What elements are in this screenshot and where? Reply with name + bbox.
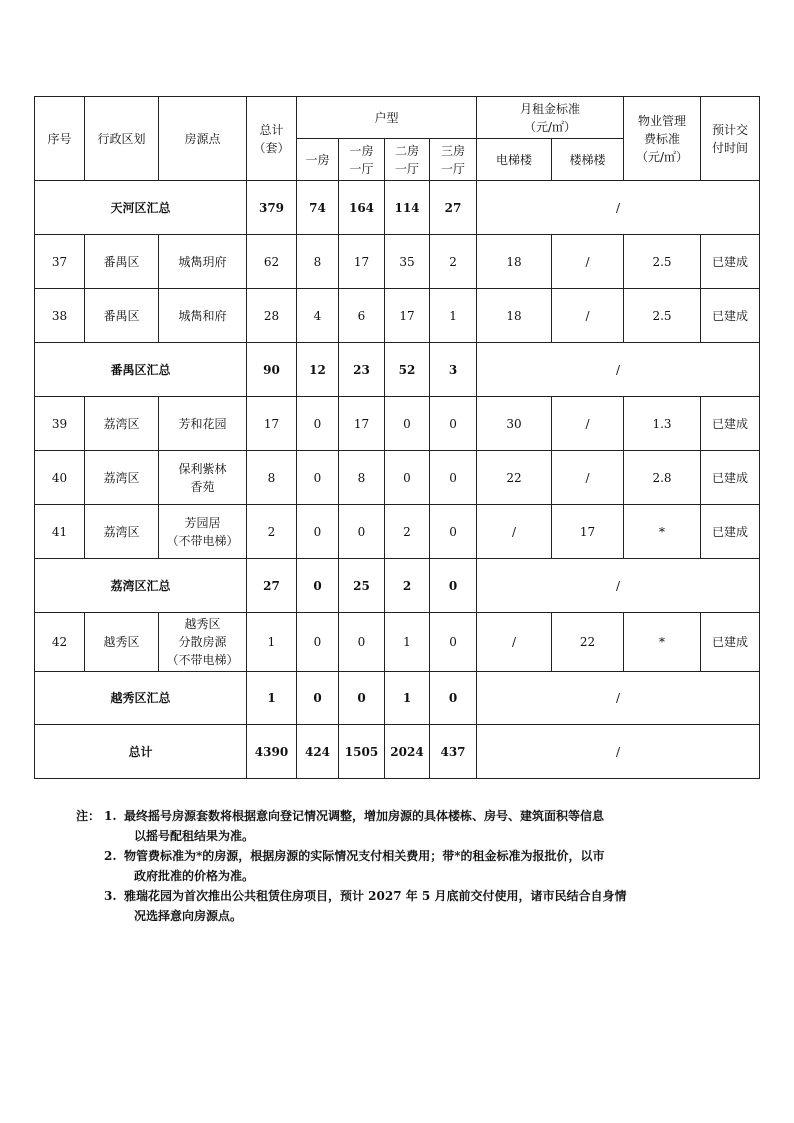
header-seq: 序号: [35, 97, 85, 181]
cell-seq: 38: [35, 289, 85, 343]
cell-total: 2: [247, 505, 297, 559]
cell-delivery: 已建成: [701, 451, 760, 505]
summary-type-1: 74: [297, 181, 339, 235]
summary-type-2: 23: [339, 343, 385, 397]
cell-type-1: 4: [297, 289, 339, 343]
cell-mgmt: 2.5: [624, 289, 701, 343]
table-row: [35, 289, 760, 343]
grand-total-label: 总计: [35, 725, 247, 779]
cell-type-4: 0: [430, 397, 477, 451]
cell-type-4: 0: [430, 451, 477, 505]
summary-total: 1: [247, 672, 297, 725]
cell-type-2: 17: [339, 235, 385, 289]
note-number: 2.: [104, 849, 117, 863]
housing-table: [34, 96, 760, 779]
table-row: [35, 451, 760, 505]
summary-type-1: 0: [297, 672, 339, 725]
cell-district: 荔湾区: [85, 397, 159, 451]
summary-row-liwan: [35, 559, 760, 613]
cell-site: 城雋和府: [159, 289, 247, 343]
cell-seq: 40: [35, 451, 85, 505]
cell-seq: 37: [35, 235, 85, 289]
summary-row-tianhe: [35, 181, 760, 235]
summary-total: 379: [247, 181, 297, 235]
cell-type-3: 0: [385, 451, 430, 505]
cell-district: 番禺区: [85, 235, 159, 289]
note-number: 1.: [104, 809, 117, 823]
cell-seq: 41: [35, 505, 85, 559]
summary-type-3: 114: [385, 181, 430, 235]
cell-mgmt: 2.8: [624, 451, 701, 505]
note-item: [76, 806, 736, 846]
summary-rest: /: [477, 343, 760, 397]
header-total: 总计 （套）: [247, 97, 297, 181]
note-text: 最终摇号房源套数将根据意向登记情况调整，增加房源的具体楼栋、房号、建筑面积等信息 以摇号配租结果为准。: [124, 809, 605, 843]
cell-rent-elevator: /: [477, 613, 552, 672]
cell-rent-stairs: /: [552, 451, 624, 505]
cell-rent-stairs: 22: [552, 613, 624, 672]
cell-rent-stairs: /: [552, 397, 624, 451]
summary-rest: /: [477, 559, 760, 613]
grand-total-type-2: 1505: [339, 725, 385, 779]
cell-seq: 42: [35, 613, 85, 672]
cell-site: 越秀区 分散房源 （不带电梯）: [159, 613, 247, 672]
cell-rent-elevator: 30: [477, 397, 552, 451]
note-text: 物管费标准为*的房源，根据房源的实际情况支付相关费用；带*的租金标准为报批价，以市 政府批准的价格为准。: [124, 849, 605, 883]
table-row: [35, 505, 760, 559]
summary-type-1: 12: [297, 343, 339, 397]
header-rent: 月租金标准 （元/㎡）: [477, 97, 624, 139]
header-site: 房源点: [159, 97, 247, 181]
header-mgmt: 物业管理 费标准 （元/㎡）: [624, 97, 701, 181]
cell-type-3: 2: [385, 505, 430, 559]
notes-section: [76, 806, 736, 926]
cell-type-2: 8: [339, 451, 385, 505]
header-rent-elevator: 电梯楼: [477, 139, 552, 181]
cell-district: 越秀区: [85, 613, 159, 672]
table-row: [35, 397, 760, 451]
summary-type-3: 2: [385, 559, 430, 613]
note-text: 雅瑞花园为首次推出公共租赁住房项目，预计 2027 年 5 月底前交付使用，诸市民结合自身情 况选择意向房源点。: [124, 889, 627, 923]
header-district: 行政区划: [85, 97, 159, 181]
summary-type-2: 25: [339, 559, 385, 613]
cell-site: 芳园居 （不带电梯）: [159, 505, 247, 559]
note-item: [76, 846, 736, 886]
cell-rent-stairs: /: [552, 289, 624, 343]
cell-mgmt: *: [624, 613, 701, 672]
cell-type-2: 0: [339, 505, 385, 559]
cell-delivery: 已建成: [701, 397, 760, 451]
cell-total: 62: [247, 235, 297, 289]
cell-rent-elevator: 22: [477, 451, 552, 505]
grand-total-type-3: 2024: [385, 725, 430, 779]
cell-type-4: 1: [430, 289, 477, 343]
cell-site: 保利紫林 香苑: [159, 451, 247, 505]
cell-type-3: 35: [385, 235, 430, 289]
cell-type-1: 8: [297, 235, 339, 289]
summary-total: 27: [247, 559, 297, 613]
note-item: [76, 886, 736, 926]
cell-rent-elevator: 18: [477, 235, 552, 289]
summary-type-4: 3: [430, 343, 477, 397]
summary-type-2: 0: [339, 672, 385, 725]
cell-type-4: 0: [430, 505, 477, 559]
cell-total: 8: [247, 451, 297, 505]
summary-label: 番禺区汇总: [35, 343, 247, 397]
cell-type-3: 17: [385, 289, 430, 343]
cell-seq: 39: [35, 397, 85, 451]
header-type-2: 一房 一厅: [339, 139, 385, 181]
cell-type-4: 2: [430, 235, 477, 289]
cell-type-1: 0: [297, 397, 339, 451]
summary-type-3: 52: [385, 343, 430, 397]
cell-rent-stairs: 17: [552, 505, 624, 559]
cell-total: 17: [247, 397, 297, 451]
cell-district: 荔湾区: [85, 505, 159, 559]
cell-delivery: 已建成: [701, 289, 760, 343]
header-type-3: 二房 一厅: [385, 139, 430, 181]
cell-type-1: 0: [297, 451, 339, 505]
cell-type-1: 0: [297, 613, 339, 672]
summary-total: 90: [247, 343, 297, 397]
grand-total-type-1: 424: [297, 725, 339, 779]
cell-site: 城雋玥府: [159, 235, 247, 289]
summary-type-3: 1: [385, 672, 430, 725]
cell-delivery: 已建成: [701, 613, 760, 672]
cell-site: 芳和花园: [159, 397, 247, 451]
grand-total-type-4: 437: [430, 725, 477, 779]
cell-district: 荔湾区: [85, 451, 159, 505]
cell-total: 1: [247, 613, 297, 672]
summary-rest: /: [477, 181, 760, 235]
table-row: [35, 235, 760, 289]
header-type: 户型: [297, 97, 477, 139]
cell-delivery: 已建成: [701, 235, 760, 289]
cell-type-4: 0: [430, 613, 477, 672]
summary-type-1: 0: [297, 559, 339, 613]
grand-total-rest: /: [477, 725, 760, 779]
grand-total-value: 4390: [247, 725, 297, 779]
cell-total: 28: [247, 289, 297, 343]
cell-rent-stairs: /: [552, 235, 624, 289]
summary-type-2: 164: [339, 181, 385, 235]
cell-mgmt: *: [624, 505, 701, 559]
cell-type-2: 6: [339, 289, 385, 343]
cell-rent-elevator: /: [477, 505, 552, 559]
summary-type-4: 0: [430, 559, 477, 613]
header-type-4: 三房 一厅: [430, 139, 477, 181]
note-number: 3.: [104, 889, 117, 903]
notes-prefix: 注：: [76, 809, 101, 823]
grand-total-row: [35, 725, 760, 779]
summary-row-panyu: [35, 343, 760, 397]
cell-type-2: 0: [339, 613, 385, 672]
cell-type-3: 0: [385, 397, 430, 451]
cell-rent-elevator: 18: [477, 289, 552, 343]
header-type-1: 一房: [297, 139, 339, 181]
cell-type-1: 0: [297, 505, 339, 559]
summary-row-yuexiu: [35, 672, 760, 725]
header-rent-stairs: 楼梯楼: [552, 139, 624, 181]
header-delivery: 预计交 付时间: [701, 97, 760, 181]
cell-delivery: 已建成: [701, 505, 760, 559]
summary-rest: /: [477, 672, 760, 725]
summary-type-4: 0: [430, 672, 477, 725]
cell-type-2: 17: [339, 397, 385, 451]
cell-mgmt: 1.3: [624, 397, 701, 451]
summary-label: 荔湾区汇总: [35, 559, 247, 613]
summary-label: 越秀区汇总: [35, 672, 247, 725]
header-row-1: [35, 97, 760, 139]
summary-type-4: 27: [430, 181, 477, 235]
cell-mgmt: 2.5: [624, 235, 701, 289]
cell-district: 番禺区: [85, 289, 159, 343]
table-row: [35, 613, 760, 672]
cell-type-3: 1: [385, 613, 430, 672]
summary-label: 天河区汇总: [35, 181, 247, 235]
